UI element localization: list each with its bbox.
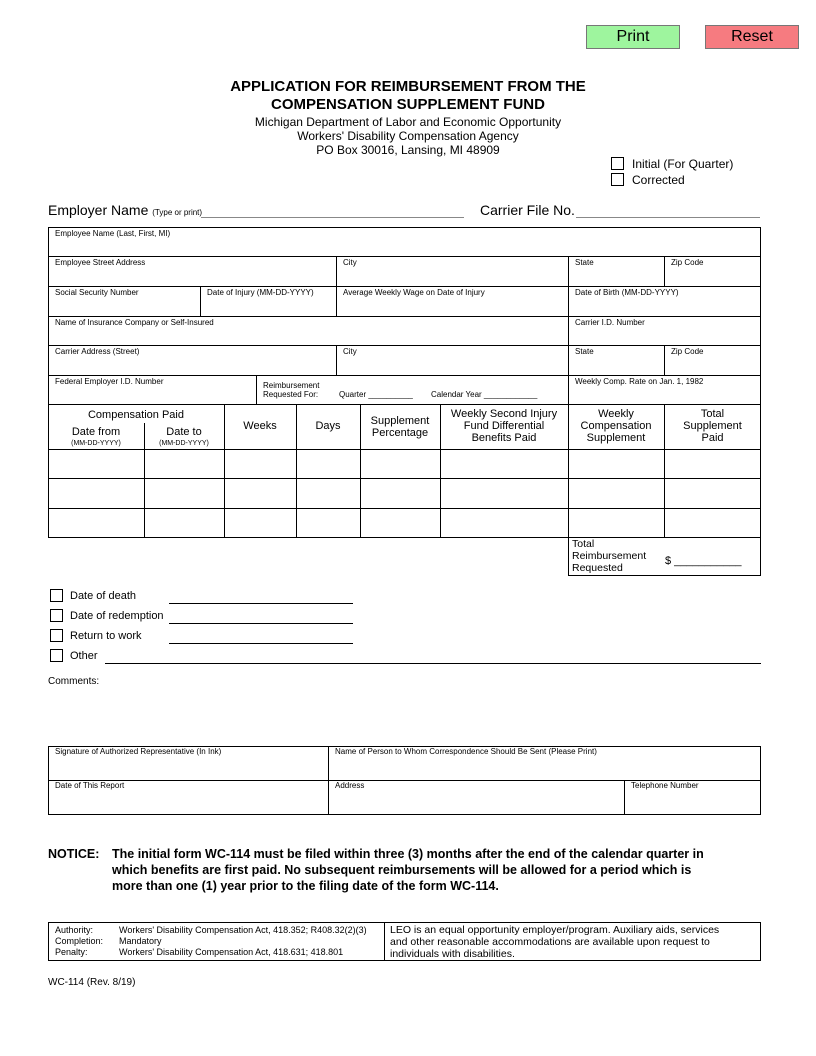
return-to-work-input[interactable] (169, 643, 353, 644)
tsp-line2: Supplement (683, 420, 742, 432)
address-label: Address (335, 781, 365, 790)
calendar-year-field[interactable]: Calendar Year ____________ (431, 390, 538, 399)
employee-name-label: Employee Name (Last, First, MI) (55, 229, 171, 238)
date-of-death-input[interactable] (169, 603, 353, 604)
supp-pct-line2: Percentage (371, 427, 429, 439)
initial-checkbox[interactable] (611, 157, 624, 170)
corrected-checkbox[interactable] (611, 173, 624, 186)
signature-label: Signature of Authorized Representative (In Ink) (55, 747, 222, 756)
report-date-label: Date of This Report (55, 781, 125, 790)
date-of-redemption-checkbox[interactable] (50, 609, 63, 622)
tsp-line3: Paid (701, 432, 724, 444)
leo-line1: LEO is an equal opportunity employer/program. Auxiliary aids, services (390, 924, 720, 936)
agency-address: PO Box 30016, Lansing, MI 48909 (316, 143, 500, 157)
authority-value: Workers' Disability Compensation Act, 418.352; R408.32(2)(3) (119, 925, 367, 935)
phone-label: Telephone Number (631, 781, 699, 790)
form-id: WC-114 (Rev. 8/19) (48, 977, 136, 988)
penalty-key: Penalty: (55, 947, 88, 957)
employer-label-text: Employer Name (48, 202, 149, 218)
notice-label: NOTICE: (48, 847, 100, 861)
wsif-line1: Weekly Second Injury (450, 408, 558, 420)
return-to-work-label: Return to work (70, 630, 142, 642)
wcs-line3: Supplement (586, 432, 646, 444)
wsif-line2: Fund Differential (463, 420, 545, 432)
reset-button[interactable]: Reset (705, 25, 799, 49)
insurer-label: Name of Insurance Company or Self-Insured (55, 318, 214, 327)
total-amount-field[interactable]: $ ___________ (665, 555, 742, 567)
total-line3: Requested (572, 562, 623, 574)
completion-value: Mandatory (119, 936, 162, 946)
date-from-header (48, 426, 144, 450)
agency-name: Workers' Disability Compensation Agency (297, 129, 519, 143)
leo-line3: individuals with disabilities. (390, 948, 515, 960)
agency-department: Michigan Department of Labor and Economic Opportunity (254, 115, 562, 129)
form-title-line1: APPLICATION FOR REIMBURSEMENT FROM THE (230, 78, 586, 95)
comp-paid-header: Compensation Paid (87, 409, 184, 421)
wcs-header (568, 408, 664, 444)
form-title-line2: COMPENSATION SUPPLEMENT FUND (271, 96, 545, 113)
other-input[interactable] (105, 663, 761, 664)
wcs-line2: Compensation (580, 420, 652, 432)
total-reimbursement-label (572, 538, 646, 574)
notice-line2: which benefits are first paid. No subsequent reimbursements will be allowed for a period which is (112, 863, 692, 877)
notice-line1: The initial form WC-114 must be filed within three (3) months after the end of the calendar quarter in (112, 847, 704, 861)
date-to-header (144, 426, 224, 450)
street-address-label: Employee Street Address (55, 258, 146, 267)
carrier-zip-label: Zip Code (671, 347, 704, 356)
date-of-redemption-input[interactable] (169, 623, 353, 624)
quarter-field[interactable]: Quarter __________ (339, 390, 413, 399)
footer-values (119, 925, 367, 958)
comments-input[interactable] (48, 690, 761, 740)
carrier-id-label: Carrier I.D. Number (575, 318, 645, 327)
date-of-redemption-label: Date of redemption (70, 610, 164, 622)
supplement-pct-header (360, 415, 440, 439)
tsp-line1: Total (700, 408, 725, 420)
total-line2: Reimbursement (572, 550, 647, 562)
zip-label: Zip Code (671, 258, 704, 267)
date-from-format: (MM-DD-YYYY) (71, 440, 121, 447)
print-button[interactable]: Print (586, 25, 680, 49)
weekly-comp-rate-label: Weekly Comp. Rate on Jan. 1, 1982 (575, 377, 704, 386)
date-of-death-checkbox[interactable] (50, 589, 63, 602)
employer-name-input[interactable] (201, 217, 464, 218)
date-from-text: Date from (71, 426, 121, 438)
date-to-text: Date to (166, 426, 202, 438)
carrier-file-input[interactable] (576, 217, 760, 218)
other-checkbox[interactable] (50, 649, 63, 662)
weeks-header: Weeks (243, 420, 277, 432)
fein-label: Federal Employer I.D. Number (55, 377, 164, 386)
authority-key: Authority: (55, 925, 94, 935)
completion-key: Completion: (55, 936, 104, 946)
leo-line2: and other reasonable accommodations are available upon request to (390, 936, 710, 948)
city-label: City (343, 258, 357, 267)
wsif-line3: Benefits Paid (471, 432, 537, 444)
date-of-death-label: Date of death (70, 590, 137, 602)
supp-pct-line1: Supplement (370, 415, 430, 427)
comments-label: Comments: (48, 676, 100, 687)
reimbursement-label-2: Requested For: (263, 390, 319, 399)
leo-statement (390, 924, 719, 960)
corrected-label: Corrected (632, 173, 685, 187)
ssn-label: Social Security Number (55, 288, 139, 297)
footer-keys (55, 925, 103, 958)
correspondence-label: Name of Person to Whom Correspondence Should Be Sent (Please Print) (335, 747, 597, 756)
employer-name-label (48, 202, 202, 218)
total-line1: Total (572, 538, 595, 550)
avg-weekly-wage-label: Average Weekly Wage on Date of Injury (343, 288, 485, 297)
wsif-header (440, 408, 568, 444)
date-of-birth-label: Date of Birth (MM-DD-YYYY) (575, 288, 679, 297)
notice-text (112, 846, 772, 894)
return-to-work-checkbox[interactable] (50, 629, 63, 642)
carrier-file-label: Carrier File No. (480, 202, 575, 218)
carrier-state-label: State (575, 347, 594, 356)
tsp-header (664, 408, 761, 444)
days-header: Days (315, 420, 341, 432)
other-label: Other (70, 650, 98, 662)
wcs-line1: Weekly (598, 408, 634, 420)
carrier-city-label: City (343, 347, 357, 356)
date-of-injury-label: Date of Injury (MM-DD-YYYY) (207, 288, 314, 297)
state-label: State (575, 258, 594, 267)
employer-hint: (Type or print) (152, 208, 203, 217)
date-to-format: (MM-DD-YYYY) (159, 440, 209, 447)
penalty-value: Workers' Disability Compensation Act, 418.631; 418.801 (119, 947, 344, 957)
reimbursement-label-1: Reimbursement (263, 381, 320, 390)
notice-line3: more than one (1) year prior to the filing date of the form WC-114. (112, 879, 499, 893)
initial-label: Initial (For Quarter) (632, 157, 734, 171)
carrier-address-label: Carrier Address (Street) (55, 347, 140, 356)
